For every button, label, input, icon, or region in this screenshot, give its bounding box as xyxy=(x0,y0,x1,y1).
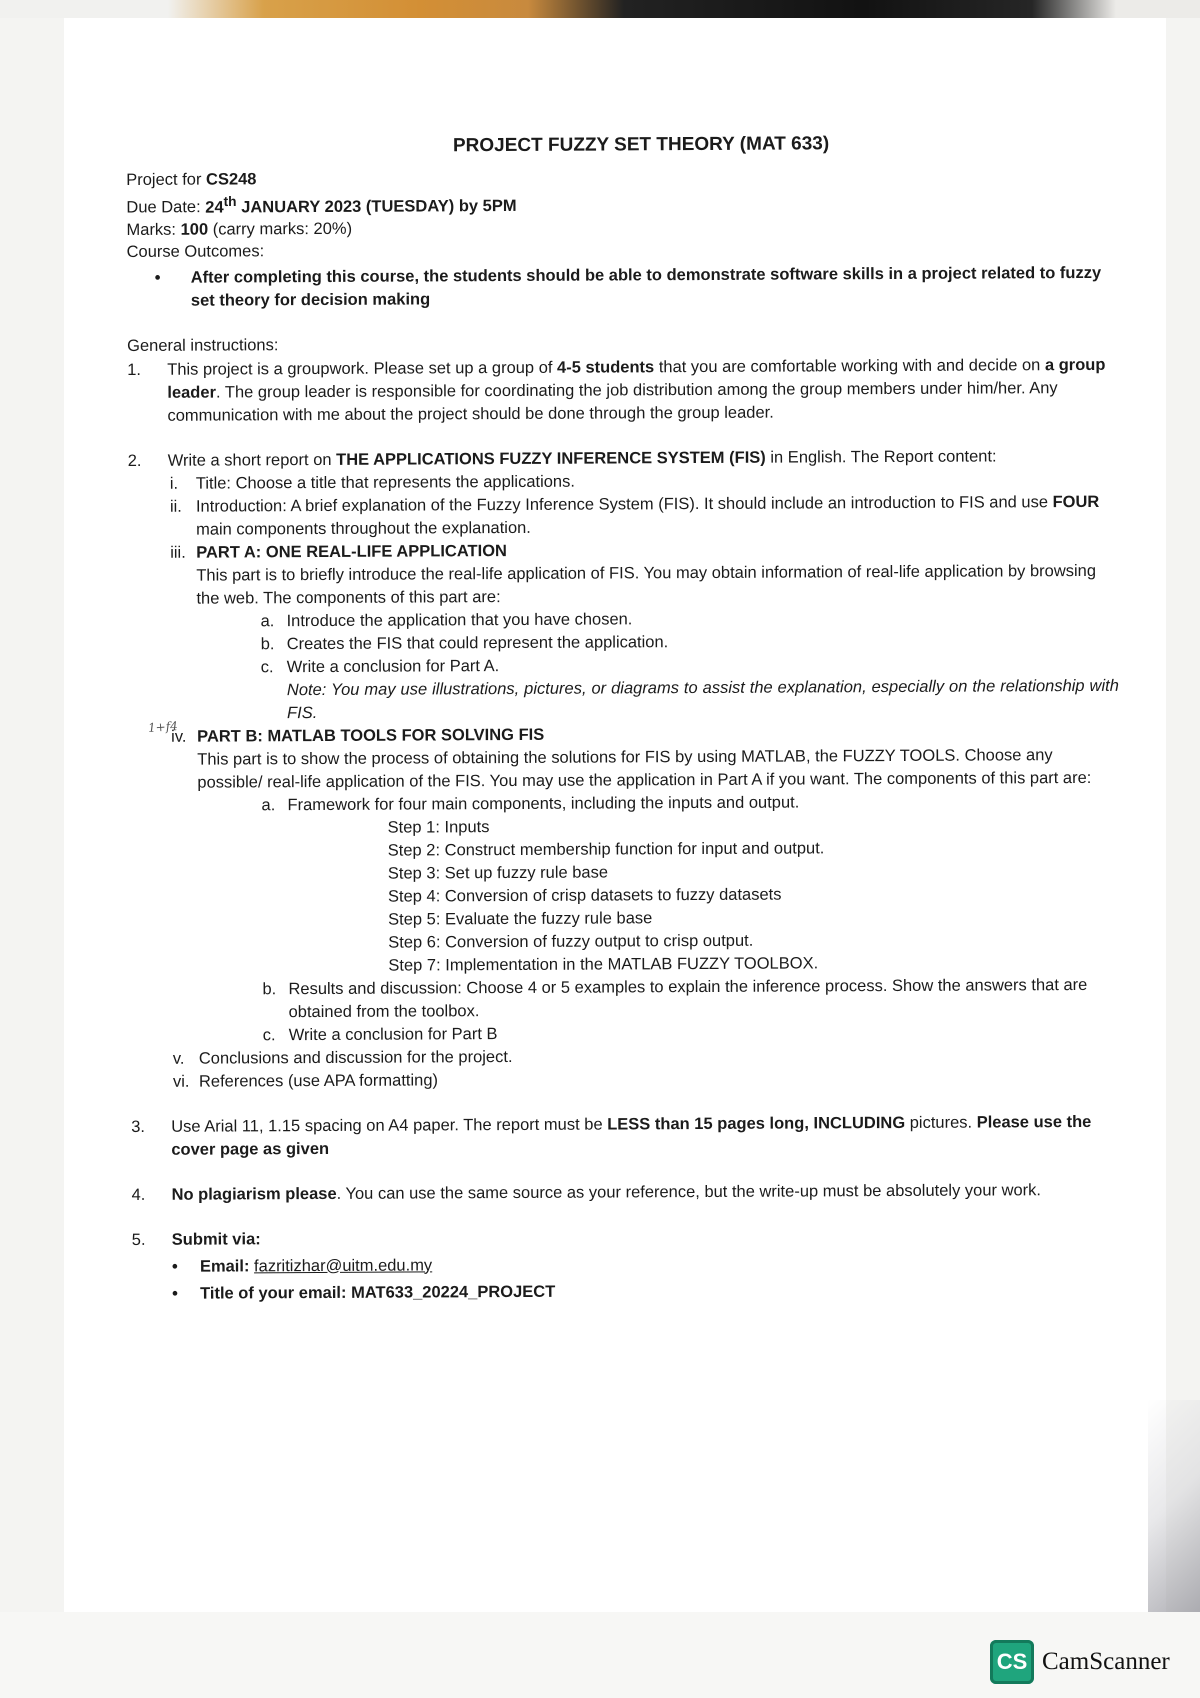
subject-label: Title of your email: xyxy=(200,1283,352,1303)
instruction-number: 2. xyxy=(127,451,142,470)
item-text: Write a conclusion for Part A. xyxy=(286,656,500,676)
plagiarism-warning: No plagiarism please xyxy=(171,1184,337,1204)
report-item-ii xyxy=(170,490,1118,541)
report-item-body xyxy=(196,536,1119,725)
instruction-1-text xyxy=(167,353,1117,427)
project-meta xyxy=(126,164,1117,313)
instruction-4 xyxy=(131,1178,1121,1206)
submit-heading: Submit via: xyxy=(171,1229,261,1249)
group-size: 4-5 students xyxy=(556,357,655,377)
framework-steps xyxy=(198,812,1121,978)
due-rest: JANUARY 2023 (TUESDAY) by 5PM xyxy=(236,196,517,216)
cover-page-note: Please use the cover page as given xyxy=(171,1112,1092,1159)
report-item-text: Conclusions and discussion for the project. xyxy=(198,1047,513,1068)
instruction-2-body xyxy=(168,444,1121,1093)
step-text: Inputs xyxy=(439,817,490,836)
part-a-description: This part is to briefly introduce the real-life application of FIS. You may obtain information of real-life application by browsing the web. The components of this part are: xyxy=(196,561,1097,608)
instruction-number: 5. xyxy=(131,1230,146,1249)
report-item-text xyxy=(196,490,1118,541)
report-item-text: Title: Choose a title that represents the applications. xyxy=(195,472,575,493)
document-title: PROJECT FUZZY SET THEORY (MAT 633) xyxy=(452,133,830,157)
camscanner-logo-icon: CS xyxy=(990,1640,1034,1684)
instruction-number: 4. xyxy=(131,1185,146,1204)
report-item-iv xyxy=(171,720,1121,1047)
letter: a. xyxy=(261,795,276,814)
step-text: Construct membership function for input and output. xyxy=(439,838,825,859)
document-body xyxy=(126,131,1122,1306)
course-outcome-text: After completing this course, the students should be able to demonstrate software skills in a project related to fuzzy set theory for decision making xyxy=(190,263,1102,310)
due-date xyxy=(205,193,517,217)
course-outcome-item xyxy=(155,261,1117,312)
step-label: Step 2: xyxy=(387,840,441,860)
text-run: in English. The Report content: xyxy=(765,446,997,467)
item-text: Write a conclusion for Part B xyxy=(288,1024,498,1044)
report-item-body xyxy=(197,720,1121,1047)
report-item-iii xyxy=(170,536,1119,725)
part-b-description: This part is to show the process of obtaining the solutions for FIS by using MATLAB, the FUZZY TOOLS. Choose any possible/ real-life application of the FIS. You may use the application in Part A if you want. The components of this part are: xyxy=(197,745,1092,792)
part-b-heading: PART B: MATLAB TOOLS FOR SOLVING FIS xyxy=(197,725,545,746)
marks-label: Marks: xyxy=(126,220,181,239)
text-run: pictures. xyxy=(905,1113,977,1132)
text-run: . The group leader is responsible for coordinating the job distribution among the group members under him/her. Any communication with me about the project should be done through the group leader. xyxy=(167,378,1058,425)
roman-numeral: iv. xyxy=(171,727,187,746)
letter: b. xyxy=(262,979,277,998)
instruction-2 xyxy=(128,444,1121,1093)
project-label: Project for xyxy=(126,170,207,189)
general-instructions-label: General instructions: xyxy=(127,335,279,355)
camscanner-label: CamScanner xyxy=(1042,1648,1170,1675)
text-run: Introduction: A brief explanation of the Fuzzy Inference System (FIS). It should include an introduction to FIS and use xyxy=(195,492,1053,516)
step-text: Conversion of fuzzy output to crisp output. xyxy=(440,931,754,951)
part-a-note: Note: You may use illustrations, pictures, or diagrams to assist the explanation, especially on the relationship with FIS. xyxy=(286,676,1119,722)
bullet-icon: • xyxy=(171,1257,178,1276)
email-link[interactable]: fazritizhar@uitm.edu.my xyxy=(253,1255,433,1275)
text-run: that you are comfortable working with and decide on xyxy=(654,355,1045,376)
component-count: FOUR xyxy=(1052,492,1100,511)
due-label: Due Date: xyxy=(126,198,206,217)
letter: c. xyxy=(260,657,274,676)
email-label: Email: xyxy=(199,1256,255,1276)
report-item-vi xyxy=(173,1065,1121,1093)
step-label: Step 5: xyxy=(388,909,441,929)
instruction-number: 1. xyxy=(127,360,142,379)
photo-top-edge xyxy=(0,0,1200,18)
submit-email-item xyxy=(172,1250,1122,1278)
text-run: . You can use the same source as your reference, but the write-up must be absolutely your work. xyxy=(336,1180,1042,1203)
camscanner-watermark xyxy=(990,1640,1170,1684)
bullet-icon: • xyxy=(172,1284,178,1303)
instruction-5 xyxy=(132,1223,1122,1305)
page-limit: LESS than 15 pages long, INCLUDING xyxy=(607,1113,906,1133)
step-label: Step 6: xyxy=(388,932,441,952)
roman-numeral: vi. xyxy=(172,1072,190,1091)
due-day: 24 xyxy=(205,197,224,217)
report-topic: THE APPLICATIONS FUZZY INFERENCE SYSTEM (FIS) xyxy=(336,448,766,469)
item-text: Introduce the application that you have chosen. xyxy=(286,609,633,630)
step-text: Set up fuzzy rule base xyxy=(440,862,609,882)
bullet-icon: • xyxy=(154,268,161,287)
step-label: Step 1: xyxy=(387,817,440,837)
step-label: Step 3: xyxy=(387,863,441,883)
text-run: Use Arial 11, 1.15 spacing on A4 paper. The report must be xyxy=(171,1114,608,1136)
course-outcomes-label: Course Outcomes: xyxy=(126,241,265,261)
step-text: Implementation in the MATLAB FUZZY TOOLBOX. xyxy=(440,953,819,974)
instruction-number: 3. xyxy=(131,1117,145,1136)
group-leader: a group leader xyxy=(167,355,1106,402)
marks-rest: (carry marks: 20%) xyxy=(208,219,353,239)
handwritten-margin-note: 1+f4 xyxy=(147,718,179,736)
page-corner-shadow xyxy=(1148,1400,1200,1620)
roman-numeral: i. xyxy=(169,474,179,493)
instruction-5-body xyxy=(172,1223,1122,1305)
letter: b. xyxy=(260,634,275,653)
item-text: Creates the FIS that could represent the application. xyxy=(286,632,669,653)
step-label: Step 7: xyxy=(388,955,441,975)
letter: a. xyxy=(260,611,275,630)
step-text: Evaluate the fuzzy rule base xyxy=(440,908,653,928)
roman-numeral: ii. xyxy=(169,497,182,516)
roman-numeral: v. xyxy=(172,1049,185,1068)
instruction-3 xyxy=(131,1110,1121,1161)
project-code: CS248 xyxy=(205,170,257,189)
item-text: Framework for four main components, including the inputs and output. xyxy=(287,792,800,814)
subject-value: MAT633_20224_PROJECT xyxy=(350,1282,556,1302)
marks-value: 100 xyxy=(180,220,209,239)
text-run: Write a short report on xyxy=(167,450,337,470)
letter: c. xyxy=(262,1025,276,1044)
due-sup: th xyxy=(223,193,237,209)
report-item-text: References (use APA formatting) xyxy=(198,1070,439,1091)
instruction-3-text xyxy=(171,1110,1121,1161)
roman-numeral: iii. xyxy=(170,543,186,562)
text-run: This project is a groupwork. Please set up a group of xyxy=(167,358,558,379)
item-text: Results and discussion: Choose 4 or 5 examples to explain the inference process. Show the answers that are obtained from the toolbox. xyxy=(288,975,1088,1021)
text-run: main components throughout the explanation. xyxy=(196,518,531,539)
step-text: Conversion of crisp datasets to fuzzy datasets xyxy=(440,885,782,905)
instruction-4-text xyxy=(171,1178,1121,1206)
part-b-item-b xyxy=(262,973,1120,1023)
part-a-heading: PART A: ONE REAL-LIFE APPLICATION xyxy=(196,541,507,562)
instruction-1 xyxy=(127,353,1117,427)
step-label: Step 4: xyxy=(387,886,441,906)
